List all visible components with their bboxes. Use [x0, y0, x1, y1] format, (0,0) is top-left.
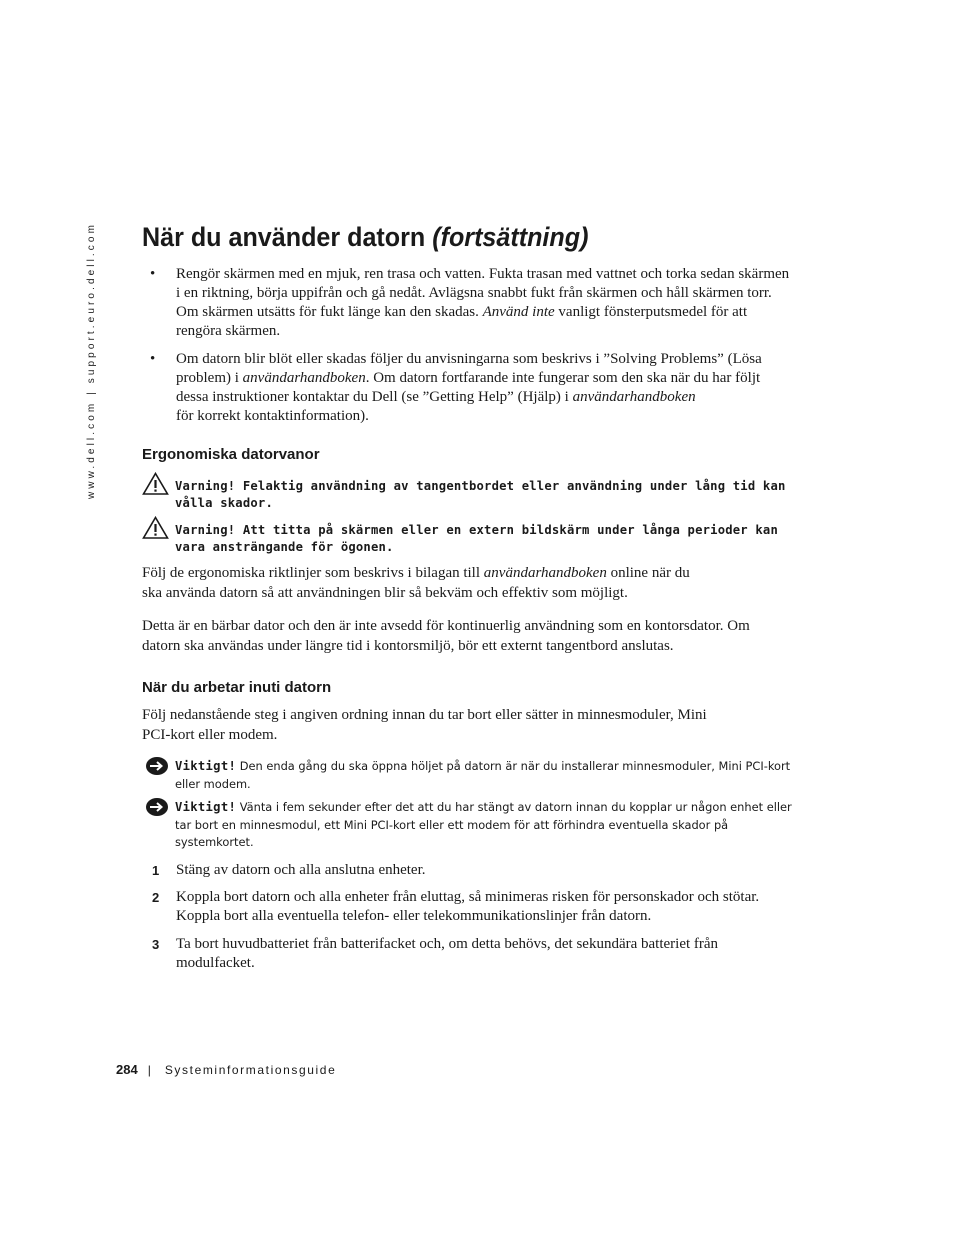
- step-number: 1: [152, 863, 160, 878]
- warning-text: Varning! Felaktig användning av tangentbordet eller användning under lång tid kan vålla skador.: [175, 479, 786, 510]
- bullet-dot: •: [150, 351, 156, 367]
- bullet-text: för korrekt kontaktinformation).: [176, 408, 369, 424]
- bullet-dot: •: [150, 266, 156, 282]
- warning-text: Varning! Att titta på skärmen eller en extern bildskärm under långa perioder kan vara ansträngande för ögonen.: [175, 523, 778, 554]
- step-text: Koppla bort datorn och alla enheter från eluttag, så minimeras risken för personskador och stötar. Koppla bort alla eventuella telefon- eller telekommunikationslinjer från datorn.: [176, 889, 760, 924]
- footer-separator: |: [147, 1063, 151, 1077]
- step-number: 2: [152, 890, 160, 905]
- title-main: När du använder datorn: [142, 222, 426, 252]
- bullet-text: Rengör skärmen med en mjuk, ren trasa och vatten. Fukta trasan med vattnet och torka sedan skärmen i en riktning, börja uppifrån och gå nedåt. Avlägsna snabbt fukt från skärmen och håll skärmen torr. Om skärmen utsätts för fukt länge kan den skadas.: [176, 266, 790, 320]
- paragraph-text: online när du ska använda datorn så att användningen blir så bekväm och effektiv som möjligt.: [142, 565, 690, 601]
- warning-triangle-icon: [142, 516, 169, 540]
- notice-label: Viktigt!: [175, 759, 237, 773]
- bullet-emphasis: användarhandboken: [242, 370, 366, 386]
- notice-body: Vänta i fem sekunder efter det att du har stängt av datorn innan du kopplar ur någon enhet eller tar bort en minnesmodul, ett Mini PCI-kort eller ett modem för att förhindra eventuella skador på systemkortet.: [175, 800, 792, 849]
- page-number: 284: [116, 1062, 138, 1077]
- paragraph-emphasis: användarhandboken: [483, 565, 607, 581]
- notice-arrow-icon: [145, 756, 169, 776]
- step-item: [152, 861, 806, 880]
- paragraph: Följ nedanstående steg i angiven ordning innan du tar bort eller sätter in minnesmoduler, Mini PCI-kort eller modem.: [142, 707, 707, 743]
- step-number: 3: [152, 937, 160, 952]
- step-text: Ta bort huvudbatteriet från batterifacket och, om detta behövs, det sekundära batteriet från modulfacket.: [176, 936, 719, 971]
- bullet-emphasis: användarhandboken: [572, 389, 696, 405]
- page-title: [142, 222, 588, 253]
- guide-title: Systeminformationsguide: [164, 1063, 337, 1077]
- bullet-text: Om datorn blir blöt eller skadas följer du anvisningarna som beskrivs i ”Solving Problems” (Lösa problem) i: [176, 351, 762, 386]
- title-continued: (fortsättning): [432, 222, 589, 252]
- bullet-text: vanligt fönsterputsmedel för att rengöra skärmen.: [176, 304, 748, 339]
- paragraph: Detta är en bärbar dator och den är inte avsedd för kontinuerlig användning som en kontorsdator. Om datorn ska användas under längre tid i kontorsmiljö, bör ett externt tangentbord anslutas.: [142, 618, 750, 654]
- step-item: [152, 935, 746, 973]
- page-footer: [116, 1062, 336, 1077]
- section-heading-inside: När du arbetar inuti datorn: [142, 679, 332, 696]
- bullet-emphasis: Använd inte: [482, 304, 555, 320]
- notice-body: Den enda gång du ska öppna höljet på datorn är när du installerar minnesmoduler, Mini PCI-kort eller modem.: [175, 759, 791, 791]
- bullet-item: [150, 350, 791, 426]
- step-item: [152, 888, 801, 926]
- warning-triangle-icon: [142, 472, 169, 496]
- section-heading-ergonomics: Ergonomiska datorvanor: [142, 446, 320, 463]
- notice-label: Viktigt!: [175, 800, 237, 814]
- notice-arrow-icon: [145, 797, 169, 817]
- sidebar-url: www.dell.com | support.euro.dell.com: [86, 222, 97, 500]
- notice-text: [175, 758, 795, 793]
- paragraph: [142, 563, 712, 603]
- bullet-text: . Om datorn fortfarande inte fungerar som den ska när du har följt dessa instruktioner kontaktar du Dell (se ”Getting Help” (Hjälp) i: [176, 370, 761, 405]
- bullet-item: [150, 265, 796, 341]
- paragraph-text: Följ de ergonomiska riktlinjer som beskrivs i bilagan till: [142, 565, 484, 581]
- notice-text: [175, 799, 795, 852]
- step-text: Stäng av datorn och alla anslutna enheter.: [176, 862, 426, 878]
